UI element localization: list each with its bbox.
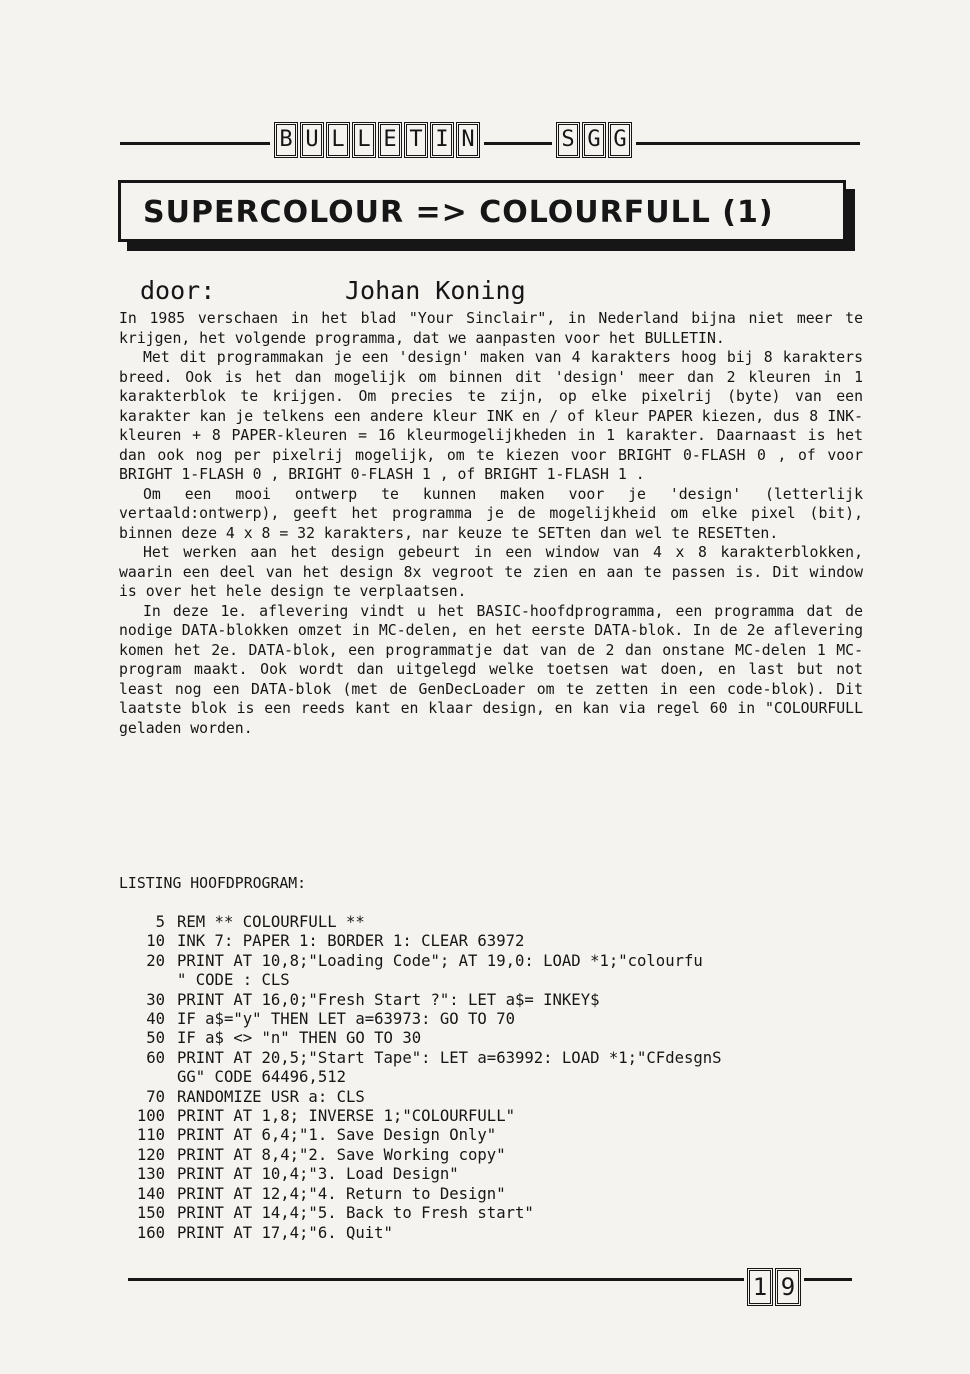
masthead-letter-char: E [378, 122, 402, 158]
line-number: 70 [146, 1087, 165, 1106]
code-text: PRINT AT 10,8;"Loading Code"; AT 19,0: LOAD *1;"colourfu [177, 951, 703, 970]
code-line [131, 913, 871, 932]
code-line [131, 1049, 871, 1068]
code-text: PRINT AT 1,8; INVERSE 1;"COLOURFULL" [177, 1107, 515, 1126]
code-text: PRINT AT 12,4;"4. Return to Design" [177, 1184, 506, 1203]
code-line [131, 971, 871, 990]
code-text: " CODE : CLS [177, 971, 290, 990]
page-number-digit-char: 1 [747, 1268, 773, 1306]
code-text: PRINT AT 14,4;"5. Back to Fresh start" [177, 1204, 534, 1223]
code-line [131, 991, 871, 1010]
line-number: 160 [136, 1223, 165, 1242]
line-number: 50 [146, 1029, 165, 1048]
line-number: 40 [146, 1010, 165, 1029]
code-line [131, 1088, 871, 1107]
code-text: PRINT AT 6,4;"1. Save Design Only" [177, 1126, 497, 1145]
code-text: GG" CODE 64496,512 [177, 1068, 346, 1087]
paragraph: Om een mooi ontwerp te kunnen maken voor je 'design' (letterlijk vertaald:ontwerp), geeft het programma je de mogelijkheid om elke pixel (bit), binnen deze 4 x 8 = 32 karakters, nar keuze te SETten dan wel te RESETten. [119, 485, 863, 542]
paragraph: Het werken aan het design gebeurt in een window van 4 x 8 karakterblokken, waarin een deel van het design 8x vegroot te zien en aan te passen is. Dit window is over het hele design te verplaatsen. [119, 544, 863, 600]
code-line [131, 1224, 871, 1243]
paragraph: In 1985 verschaen in het blad "Your Sinclair", in Nederland bijna niet meer te krijgen, het volgende programma, dat we aanpasten voor het BULLETIN. [119, 310, 863, 347]
masthead-rule [120, 142, 860, 145]
line-number: 110 [136, 1126, 165, 1145]
code-line [131, 1146, 871, 1165]
code-text: REM ** COLOURFULL ** [177, 913, 365, 931]
page-number-digit-char: 9 [775, 1268, 801, 1306]
code-line [131, 932, 871, 951]
code-line [131, 1107, 871, 1126]
masthead-letter-char: L [352, 122, 376, 158]
masthead-letter-char: T [404, 122, 428, 158]
paragraph: Met dit programmakan je een 'design' maken van 4 karakters hoog bij 8 karakters breed. Ook is het dan mogelijk om binnen dit 'design' meer dan 2 kleuren in 1 karakterblok te krijgen. Om precies te zijn, op elke pixelrij (byte) van een karakter kan je telkens een andere kleur INK en / of kleur PAPER kiezen, dus 8 INK-kleuren + 8 PAPER-kleuren = 16 kleurmogelijkheden in 1 karakter. Daarnaast is het dan ook nog per pixelrij mogelijk, om te kiezen voor BRIGHT 0-FLASH 0 , of voor BRIGHT 1-FLASH 0 , BRIGHT 0-FLASH 1 , of BRIGHT 1-FLASH 1 . [119, 349, 863, 483]
author-label: door: [140, 276, 216, 305]
masthead-letter-char: G [582, 122, 606, 158]
code-text: PRINT AT 20,5;"Start Tape": LET a=63992: LOAD *1;"CFdesgnS [177, 1048, 722, 1067]
code-listing [131, 913, 871, 1243]
line-number: 10 [146, 932, 165, 951]
listing-header: LISTING HOOFDPROGRAM: [119, 875, 307, 892]
paragraph: In deze 1e. aflevering vindt u het BASIC-hoofdprogramma, een programma dat de nodige DATA-blokken omzet in MC-delen, en het eerste DATA-blok. In de 2e aflevering komen het 2e. DATA-blok, een programmatje dat van de 2 dan onstane MC-delen 1 MC-program maakt. Ook wordt dan uitgelegd welke toetsen wat doen, en last but not least nog een DATA-blok (met de GenDecLoader om te zetten in een code-blok). Dit laatste blok is een reeds kant en klaar design, en kan via regel 60 in "COLOURFULL geladen worden. [119, 602, 863, 737]
code-line [131, 952, 871, 971]
masthead-letter-char: B [274, 122, 298, 158]
code-line [131, 1010, 871, 1029]
code-text: INK 7: PAPER 1: BORDER 1: CLEAR 63972 [177, 932, 525, 951]
code-line [131, 1029, 871, 1048]
masthead-word-bulletin [270, 122, 484, 158]
page-footer [128, 1268, 852, 1318]
code-text: PRINT AT 10,4;"3. Load Design" [177, 1165, 459, 1184]
code-text: RANDOMIZE USR a: CLS [177, 1087, 365, 1106]
masthead [120, 118, 860, 168]
masthead-word-sgg [552, 122, 636, 158]
masthead-letter-char: I [430, 122, 454, 158]
page-number [744, 1268, 804, 1306]
line-number: 120 [136, 1145, 165, 1164]
line-number: 100 [136, 1107, 165, 1126]
title-box [118, 180, 846, 242]
line-number: 130 [136, 1165, 165, 1184]
masthead-letter-char: L [326, 122, 350, 158]
article-body [119, 309, 863, 738]
code-line [131, 1165, 871, 1184]
code-text: PRINT AT 17,4;"6. Quit" [177, 1223, 393, 1242]
code-text: PRINT AT 8,4;"2. Save Working copy" [177, 1145, 506, 1164]
code-line [131, 1126, 871, 1145]
masthead-letter-char: N [456, 122, 480, 158]
masthead-letter-char: U [300, 122, 324, 158]
line-number: 20 [146, 951, 165, 970]
line-number: 5 [155, 913, 165, 931]
line-number: 30 [146, 990, 165, 1009]
code-line [131, 1068, 871, 1087]
code-text: IF a$="y" THEN LET a=63973: GO TO 70 [177, 1010, 515, 1029]
masthead-letter-char: S [556, 122, 580, 158]
masthead-letter-char: G [608, 122, 632, 158]
code-text: IF a$ <> "n" THEN GO TO 30 [177, 1029, 422, 1048]
article-title: SUPERCOLOUR => COLOURFULL (1) [143, 195, 774, 230]
code-text: PRINT AT 16,0;"Fresh Start ?": LET a$= INKEY$ [177, 990, 600, 1009]
code-line [131, 1185, 871, 1204]
line-number: 60 [146, 1048, 165, 1067]
author-name: Johan Koning [345, 276, 526, 305]
line-number: 140 [136, 1184, 165, 1203]
line-number: 150 [136, 1204, 165, 1223]
author-line [140, 276, 526, 306]
code-line [131, 1204, 871, 1223]
